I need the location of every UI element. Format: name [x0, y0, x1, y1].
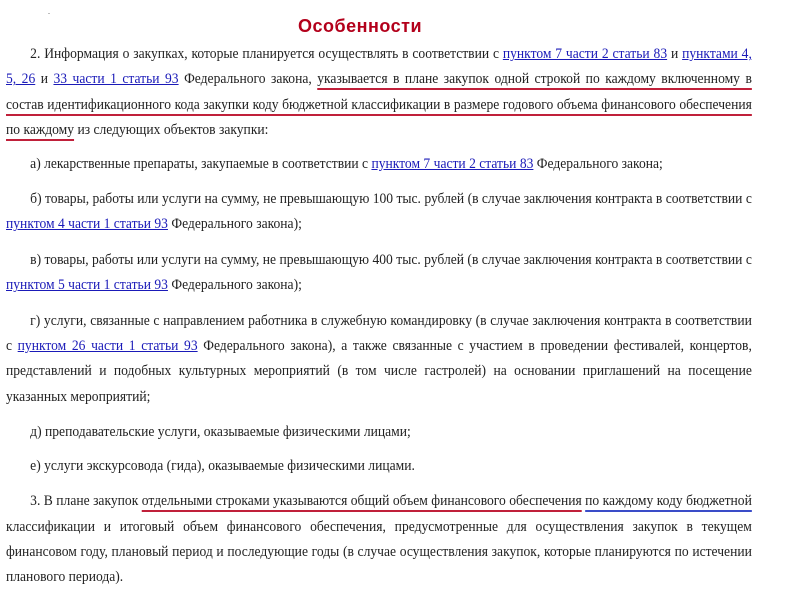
p3-text-3: классификации и итоговый объем финансового обеспечения, предусмотренные для осуществления закупок в текущем финансовом году, плановый период и последующие годы (в случае осуществления закупок, которые планируются по истечении планового периода).: [6, 518, 752, 586]
page-title: Особенности: [297, 16, 423, 36]
link-p33-ch1-st93[interactable]: 33 части 1 статьи 93: [53, 71, 179, 88]
item-b: [6, 187, 752, 238]
item-g-text: г) услуги, связанные с направлением работника в служебную командировку (в случае заключения контракта в соответствии с: [6, 312, 752, 355]
item-v-text: в) товары, работы или услуги на сумму, не превышающую 400 тыс. рублей (в случае заключения контракта в соответствии с: [30, 251, 752, 268]
item-d-text: д) преподавательские услуги, оказываемые физическими лицами;: [30, 424, 411, 441]
link-item-b[interactable]: пунктом 4 части 1 статьи 93: [6, 216, 168, 233]
item-v: [6, 248, 752, 299]
paragraph-2: [6, 42, 752, 144]
p2-text-5: из следующих объектов закупки:: [74, 122, 269, 139]
item-d: [6, 420, 752, 445]
item-g-tail: Федерального закона), а также связанные с участием в проведении фестивалей, концертов, представлений и подобных культурных мероприятий (в том числе гастролей) на основании приглашений на посещение указанных мероприятий;: [6, 338, 752, 405]
item-e-text: е) услуги экскурсовода (гида), оказываемые физическими лицами.: [30, 457, 415, 474]
link-item-v[interactable]: пунктом 5 части 1 статьи 93: [6, 277, 168, 294]
item-b-tail: Федерального закона);: [167, 216, 302, 233]
item-a: [6, 152, 752, 177]
p2-text-1: 2. Информация о закупках, которые планируется осуществлять в соответствии с: [30, 46, 503, 62]
item-a-tail: Федерального закона;: [533, 155, 663, 172]
item-a-text: а) лекарственные препараты, закупаемые в соответствии с: [30, 155, 372, 172]
header-mark: .: [48, 7, 50, 16]
p2-text-3: и: [35, 71, 54, 88]
item-v-tail: Федерального закона);: [167, 277, 302, 294]
highlight-per-code: по каждому коду бюджетной: [585, 493, 752, 510]
link-item-g[interactable]: пунктом 26 части 1 статьи 93: [17, 338, 198, 355]
link-item-a[interactable]: пунктом 7 части 2 статьи 83: [371, 155, 534, 172]
highlight-separate-lines: отдельными строками указываются общий объем финансового обеспечения: [141, 493, 582, 510]
item-g: [6, 309, 752, 411]
item-b-text: б) товары, работы или услуги на сумму, не превышающую 100 тыс. рублей (в случае заключения контракта в соответствии с: [30, 191, 752, 208]
link-p4-5-26[interactable]: пунктами 4, 5, 26: [6, 46, 752, 88]
p2-text-4: Федерального закона,: [178, 71, 318, 88]
p3-text-1: 3. В плане закупок: [30, 493, 142, 510]
link-p7-ch2-st83[interactable]: пунктом 7 части 2 статьи 83: [502, 46, 668, 62]
paragraph-3: [6, 489, 752, 591]
item-e: [6, 454, 752, 479]
document-body: [6, 42, 752, 591]
highlight-one-line: указывается в плане закупок одной строкой по каждому включенному в состав идентификационного кода закупки коду бюджетной классификации в размере годового объема финансового обеспечения по каждому: [6, 71, 752, 139]
p2-text-2: и: [667, 46, 683, 62]
